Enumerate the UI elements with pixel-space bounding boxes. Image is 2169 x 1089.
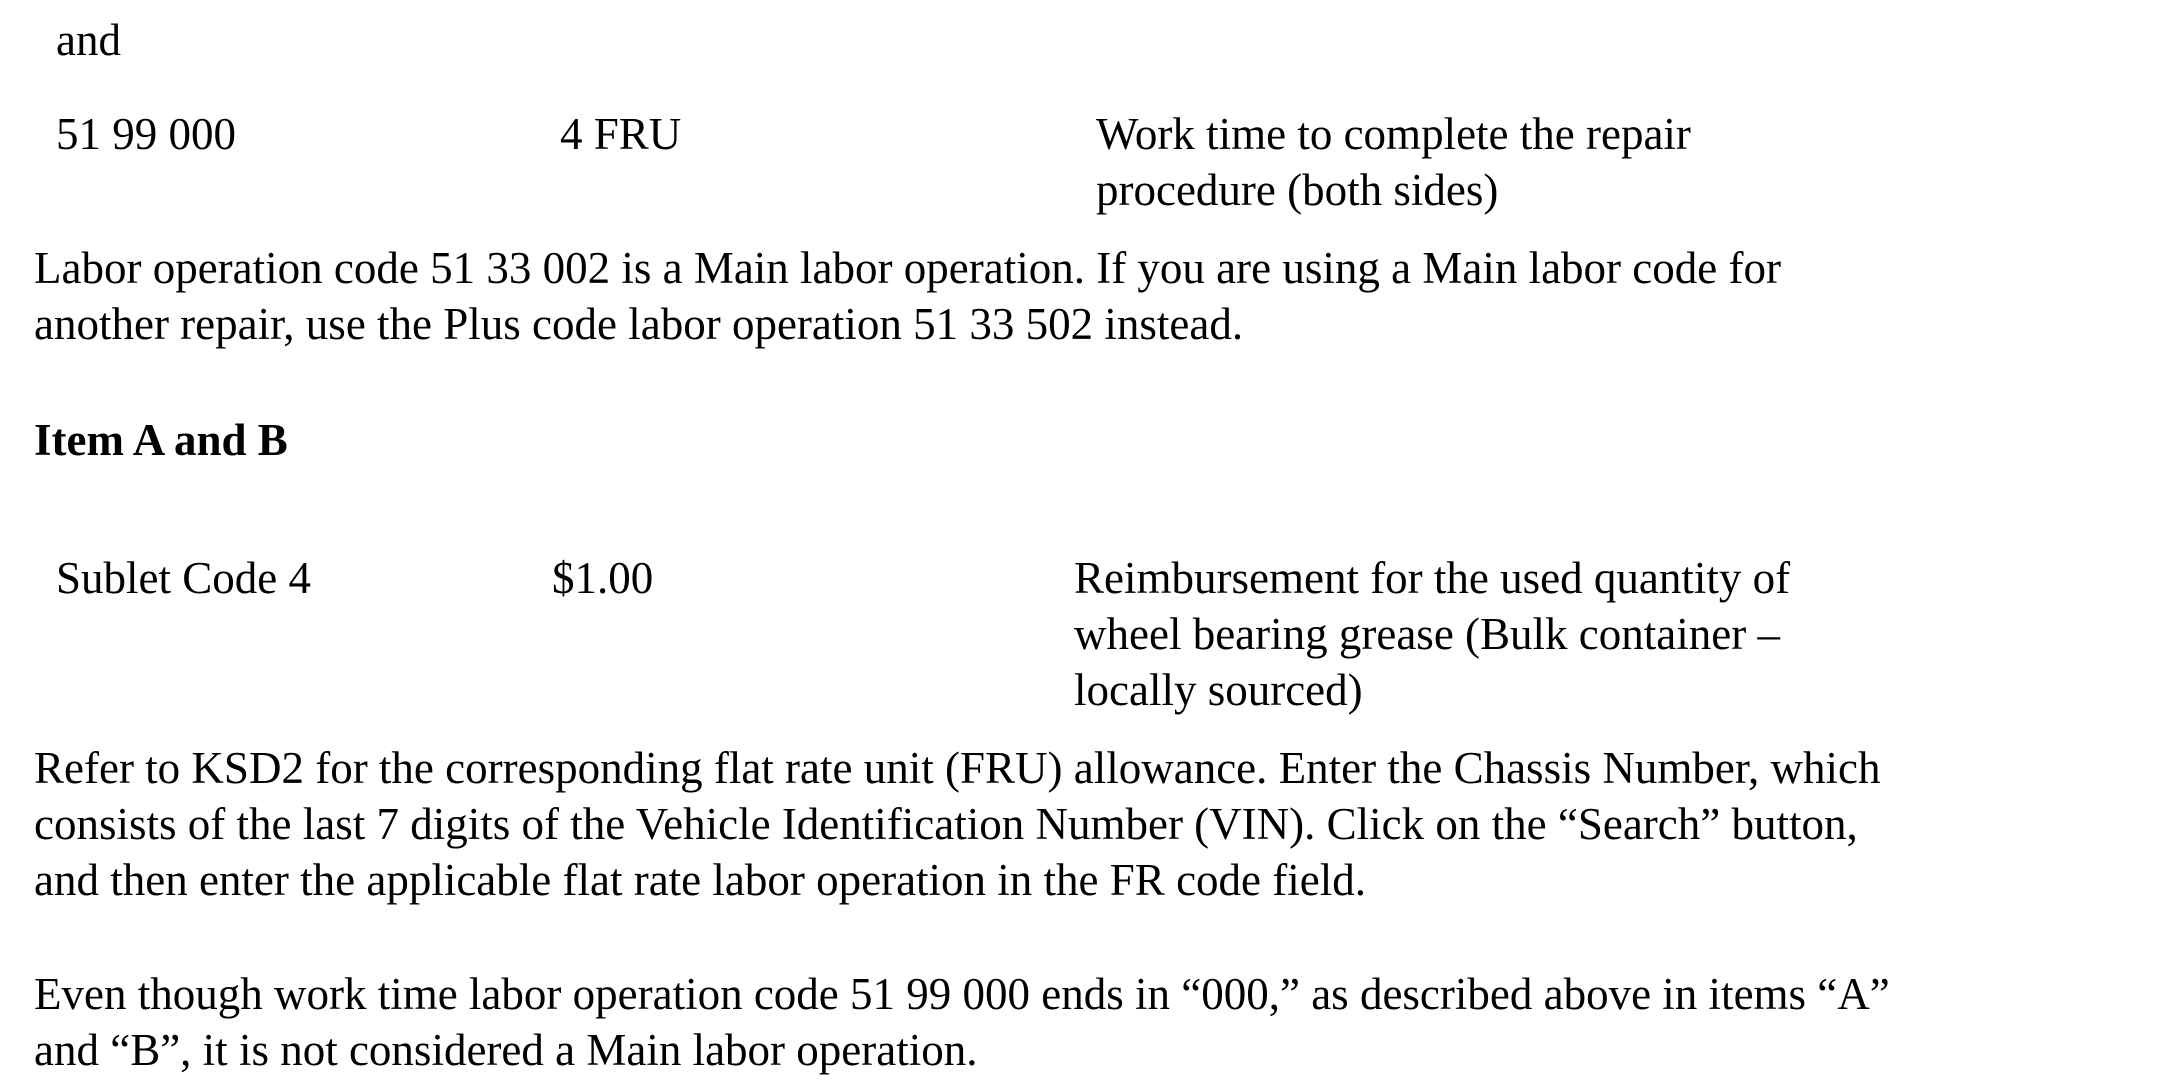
paragraph-line: Refer to KSD2 for the corresponding flat rate unit (FRU) allowance. Enter the Chassis Number, which bbox=[34, 743, 1881, 793]
sublet-description: Reimbursement for the used quantity of wheel bearing grease (Bulk container – locally sourced) bbox=[1074, 553, 1791, 715]
labor-code: 51 99 000 bbox=[56, 109, 236, 159]
paragraph-line: Labor operation code 51 33 002 is a Main labor operation. If you are using a Main labor code for bbox=[34, 243, 1781, 293]
paragraph-line: Even though work time labor operation code 51 99 000 ends in “000,” as described above in items “A” bbox=[34, 969, 1890, 1019]
paragraph-line: consists of the last 7 digits of the Vehicle Identification Number (VIN). Click on the “Search” button, bbox=[34, 799, 1858, 849]
labor-quantity: 4 FRU bbox=[560, 109, 682, 159]
section-heading: Item A and B bbox=[34, 415, 288, 465]
labor-description: Work time to complete the repair procedure (both sides) bbox=[1096, 109, 1691, 215]
paragraph-line: and “B”, it is not considered a Main labor operation. bbox=[34, 1025, 978, 1075]
paragraph-line: another repair, use the Plus code labor operation 51 33 502 instead. bbox=[34, 299, 1244, 349]
intro-word: and bbox=[56, 15, 121, 65]
sublet-code: Sublet Code 4 bbox=[56, 553, 311, 603]
sublet-amount: $1.00 bbox=[552, 553, 654, 603]
paragraph-line: and then enter the applicable flat rate labor operation in the FR code field. bbox=[34, 855, 1366, 905]
